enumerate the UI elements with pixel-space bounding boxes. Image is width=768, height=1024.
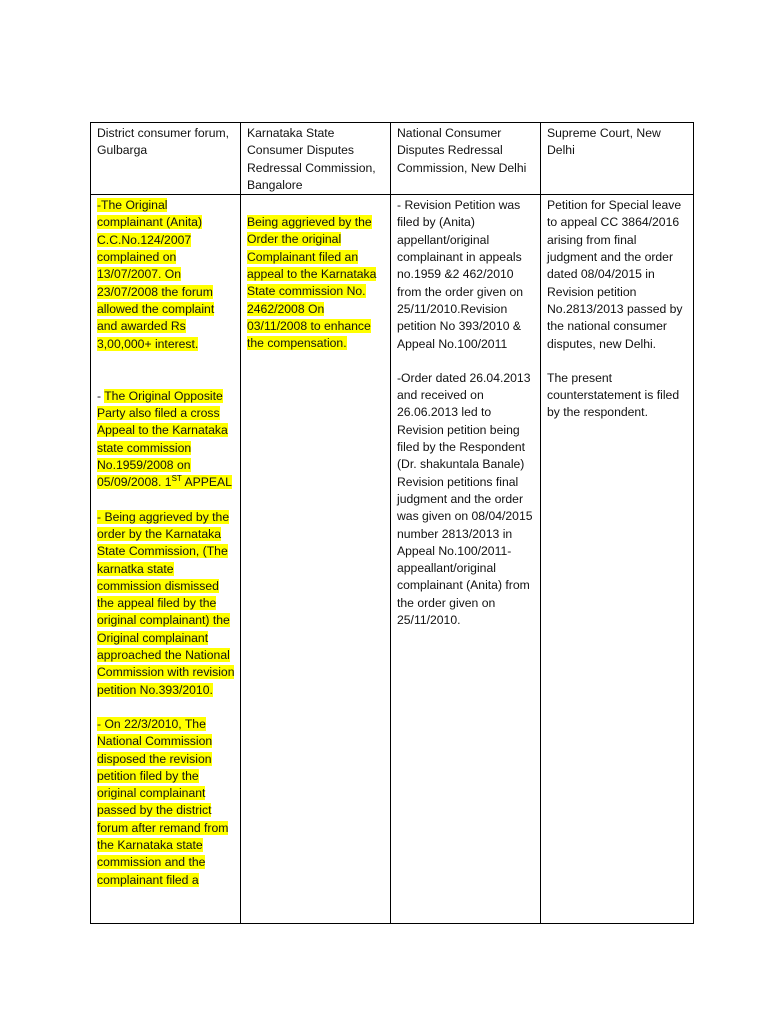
- national-commission-cell: [391, 195, 541, 924]
- supreme-para-2: The present counterstatement is filed by the respondent.: [547, 370, 680, 420]
- paragraph-gap: [547, 353, 688, 370]
- district-text-2-prefix: -: [97, 388, 105, 403]
- national-para-1: - Revision Petition was filed by (Anita) appellant/original complainant in appeals no.1959 &2 462/2010 from the order given on 25/11/2010.Revision petition No 393/2010 & Appeal No.100/2011: [397, 198, 524, 351]
- state-text-1: Being aggrieved by the Order the original Complainant filed an appeal to the Karnataka State commission No. 2462/2008 On 03/11/2008 to enhance the compensation.: [247, 215, 377, 351]
- state-commission-cell: [241, 195, 391, 924]
- paragraph-gap: [247, 197, 385, 214]
- supreme-para-1: Petition for Special leave to appeal CC 3864/2016 arising from final judgment and the order dated 08/04/2015 in Revision petition No.2813/2013 passed by the national consumer disputes, new Delhi.: [547, 198, 683, 351]
- district-text-2: [97, 389, 232, 489]
- supreme-court-cell: [541, 195, 694, 924]
- district-text-4: - On 22/3/2010, The National Commission disposed the revision petition filed by the original complainant passed by the district forum after remand from the Karnataka state commission and the complainant filed a: [97, 716, 229, 887]
- table-body-row: [91, 195, 694, 924]
- district-text-3: - Being aggrieved by the order by the Karnataka State Commission, (The karnatka state commission dismissed the appeal filed by the original complainant) the Original complainant approached the National Commission with revision petition No.393/2010.: [97, 509, 235, 697]
- district-text-2-suffix: APPEAL: [181, 475, 232, 490]
- table-header-row: [91, 123, 694, 195]
- case-history-table: [90, 122, 694, 924]
- district-para-4: [97, 716, 235, 889]
- header-state-commission: Karnataka State Consumer Disputes Redressal Commission, Bangalore: [241, 123, 391, 195]
- district-text-2-main: The Original Opposite Party also filed a cross Appeal to the Karnataka state commission No.1959/2008 on 05/09/2008. 1: [97, 388, 228, 490]
- header-district-forum: District consumer forum, Gulbarga: [91, 123, 241, 195]
- header-national-commission: National Consumer Disputes Redressal Commission, New Delhi: [391, 123, 541, 195]
- paragraph-gap: [97, 492, 235, 509]
- district-para-3: [97, 509, 235, 699]
- paragraph-gap: [97, 699, 235, 716]
- paragraph-gap: [397, 353, 535, 370]
- state-para-1: [247, 214, 385, 352]
- district-text-2-sup: ST: [171, 474, 182, 484]
- national-para-2: -Order dated 26.04.2013 and received on 26.06.2013 led to Revision petition being filed by the Respondent (Dr. shakuntala Banale) Revision petitions final judgment and the order was given on 08/04/2015 number 2813/2013 in Appeal No.100/2011- appeallant/original complainant (Anita) from the order given on 25/11/2010.: [397, 370, 533, 628]
- district-forum-cell: [91, 195, 241, 924]
- district-para-2: [97, 388, 235, 492]
- district-text-1: -The Original complainant (Anita) C.C.No.124/2007 complained on 13/07/2007. On 23/07/2008 the forum allowed the complaint and awarded Rs 3,00,000+ interest.: [97, 198, 215, 351]
- district-para-1: [97, 197, 235, 353]
- paragraph-gap: [97, 353, 235, 388]
- header-supreme-court: Supreme Court, New Delhi: [541, 123, 694, 195]
